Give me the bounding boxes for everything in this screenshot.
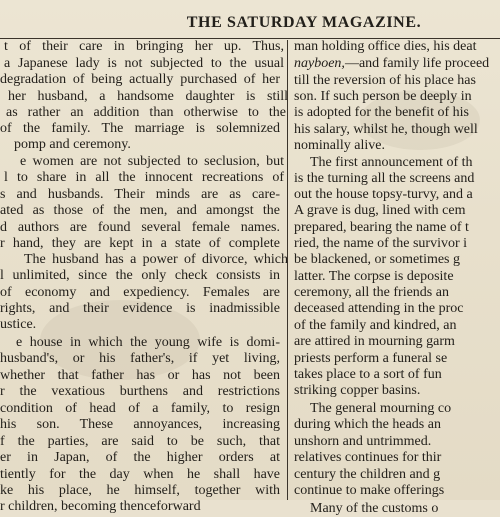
right-column-text-line: of the family and kindred, an xyxy=(294,318,457,333)
right-column-text-line: latter. The corpse is deposite xyxy=(294,269,454,284)
right-column-text-line: till the reversion of his place has xyxy=(294,73,476,88)
left-column-text-line: tiently for the day when he shall have xyxy=(0,467,280,482)
page-header xyxy=(0,14,500,32)
right-column-text-line: century the children and g xyxy=(294,467,441,482)
right-column-text-line: Many of the customs o xyxy=(310,501,439,516)
right-column-text-line: takes place to a sort of fun xyxy=(294,367,442,382)
right-column xyxy=(294,39,500,516)
left-column-text-line: l unlimited, since the only check consists in xyxy=(0,268,280,283)
left-column-text-line: The husband has a power of divorce, which xyxy=(24,252,288,267)
left-column-text-line: whether that father has or has not been xyxy=(0,368,280,383)
left-column-text-line: pomp and ceremony. xyxy=(14,137,131,152)
right-column-text-line: The first announcement of th xyxy=(310,155,473,170)
right-column-text-line: man holding office dies, his deat xyxy=(294,39,477,54)
left-column-text-line: er in Japan, of the higher orders at xyxy=(0,450,280,465)
left-column-text-line: condition of head of a family, to resign xyxy=(0,401,280,416)
right-column-text-line: be blackened, or sometimes g xyxy=(294,252,461,267)
left-column-text-line: of the family. The marriage is solemnized xyxy=(0,121,280,136)
left-column-text-line: r children, becoming thenceforward xyxy=(0,499,201,514)
right-column-text-line: son. If such person be deeply in xyxy=(294,89,472,104)
right-column-text-line: nominally alive. xyxy=(294,138,385,153)
right-column-text-line: striking copper basins. xyxy=(294,383,421,398)
left-column-text-line: ustice. xyxy=(0,317,37,332)
left-column-text-line: his son. These annoyances, increasing xyxy=(0,417,280,432)
right-column-text-line: is adopted for the benefit of his xyxy=(294,105,469,120)
left-column-text-line: as rather an addition than otherwise to the xyxy=(6,105,286,120)
left-column-text-line: of economy and expediency. Females are xyxy=(0,285,280,300)
left-column-text-line: e women are not subjected to seclusion, but xyxy=(20,154,284,169)
left-column-text-line: husband's, or his father's, if yet living, xyxy=(0,351,280,366)
right-column-text-line: nayboen,—and family life proceed xyxy=(294,56,490,71)
left-column-text-line: r the vexatious burthens and restrictions xyxy=(0,384,280,399)
left-column-text-line: f the parties, are said to be such, that xyxy=(0,434,280,449)
right-column-text-line: A grave is dug, lined with cem xyxy=(294,203,466,218)
left-column-text-line: ated as those of the men, and amongst the xyxy=(0,203,280,218)
column-divider xyxy=(287,40,288,500)
left-column-text-line: l to share in all the innocent recreations of xyxy=(4,170,284,185)
right-column-text-line: priests perform a funeral se xyxy=(294,351,448,366)
left-column-text-line: degradation of being actually purchased of her xyxy=(0,72,280,87)
right-column-text-line: during which the heads an xyxy=(294,417,441,432)
right-column-text-line: relatives continues for thir xyxy=(294,450,442,465)
left-column-text-line: s and husbands. Their minds are as care- xyxy=(0,187,280,202)
left-column-text-line: rights, and their evidence is inadmissible xyxy=(0,301,280,316)
magazine-title: THE SATURDAY MAGAZINE. xyxy=(186,14,422,31)
right-column-text-line: prepared, bearing the name of t xyxy=(294,220,469,235)
left-column-text-line: t of their care in bringing her up. Thus, xyxy=(4,39,284,54)
right-column-text-line: The general mourning co xyxy=(310,401,452,416)
left-column-text-line: ke his place, he himself, together with xyxy=(0,483,280,498)
right-column-text-line: is the turning all the screens and xyxy=(294,171,475,186)
right-column-text-line: out the house topsy-turvy, and a xyxy=(294,187,473,202)
left-column-text-line: e house in which the young wife is domi- xyxy=(16,335,280,350)
left-column-text-line: a Japanese lady is not subjected to the usual xyxy=(4,56,284,71)
left-column-text-line: r hand, they are kept in a state of complete xyxy=(0,236,280,251)
italic-term: nayboen, xyxy=(294,56,345,71)
left-column xyxy=(0,39,288,514)
right-column-text-line: deceased attending in the proc xyxy=(294,301,464,316)
left-column-text-line: d authors are found several female names. xyxy=(0,220,280,235)
right-column-text-line: continue to make offerings xyxy=(294,483,445,498)
right-column-text-line: ceremony, all the friends an xyxy=(294,285,449,300)
right-column-text-line: are attired in mourning garm xyxy=(294,334,455,349)
right-column-text-line: unshorn and untrimmed. xyxy=(294,434,432,449)
left-column-text-line: her husband, a handsome daughter is still xyxy=(8,89,288,104)
right-column-text-line: his salary, whilst he, though well xyxy=(294,122,478,137)
right-column-text-line: ried, the name of the survivor i xyxy=(294,236,468,251)
